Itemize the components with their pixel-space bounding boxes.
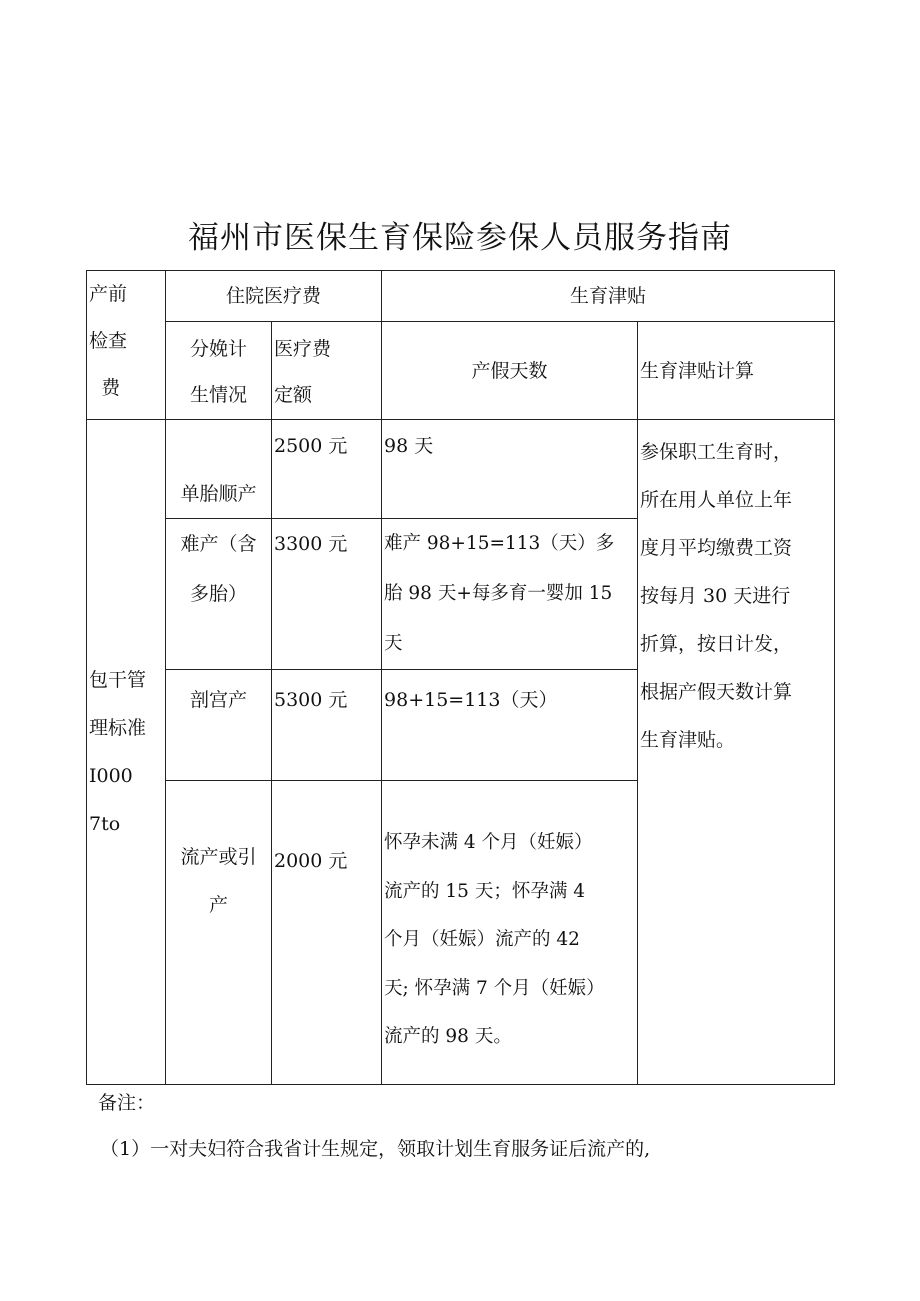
table-row-days: 难产 98+15=113（天）多 胎 98 天+每多育一婴加 15 天 — [382, 519, 638, 670]
prenatal-check-value: 包干管 理标准 I000 7to — [87, 420, 166, 1085]
table-row-days: 怀孕未满 4 个月（妊娠） 流产的 15 天；怀孕满 4 个月（妊娠）流产的 42 天; 怀孕满 7 个月（妊娠） 流产的 98 天。 — [382, 781, 638, 1085]
table-row-fee: 5300 元 — [272, 670, 382, 781]
maternity-allowance-header: 生育津贴 — [382, 271, 835, 322]
table-row-fee: 3300 元 — [272, 519, 382, 670]
table-row-days: 98+15=113（天） — [382, 670, 638, 781]
table-row-days: 98 天 — [382, 420, 638, 519]
table-row-fee: 2000 元 — [272, 781, 382, 1085]
delivery-type-header: 分娩计 生情况 — [166, 322, 272, 420]
table-row-type: 难产（含 多胎） — [166, 519, 272, 670]
note-item-1: （1）一对夫妇符合我省计生规定，领取计划生育服务证后流产的, — [100, 1138, 651, 1160]
allowance-calc-header: 生育津贴计算 — [638, 322, 835, 420]
maternity-insurance-table — [86, 270, 835, 1085]
page-title: 福州市医保生育保险参保人员服务指南 — [188, 220, 732, 256]
prenatal-check-header: 产前 检查 费 — [87, 271, 166, 420]
notes-label: 备注： — [98, 1092, 156, 1114]
table-row-type: 单胎顺产 — [166, 420, 272, 519]
allowance-calc-text: 参保职工生育时， 所在用人单位上年 度月平均缴费工资 按每月 30 天进行 折算，按日计发， 根据产假天数计算 生育津贴。 — [638, 420, 835, 1085]
table-row-type: 流产或引 产 — [166, 781, 272, 1085]
hospital-fee-header: 住院医疗费 — [166, 271, 382, 322]
leave-days-header: 产假天数 — [382, 322, 638, 420]
table-row-fee: 2500 元 — [272, 420, 382, 519]
table-row-type: 剖宫产 — [166, 670, 272, 781]
fee-quota-header: 医疗费 定额 — [272, 322, 382, 420]
